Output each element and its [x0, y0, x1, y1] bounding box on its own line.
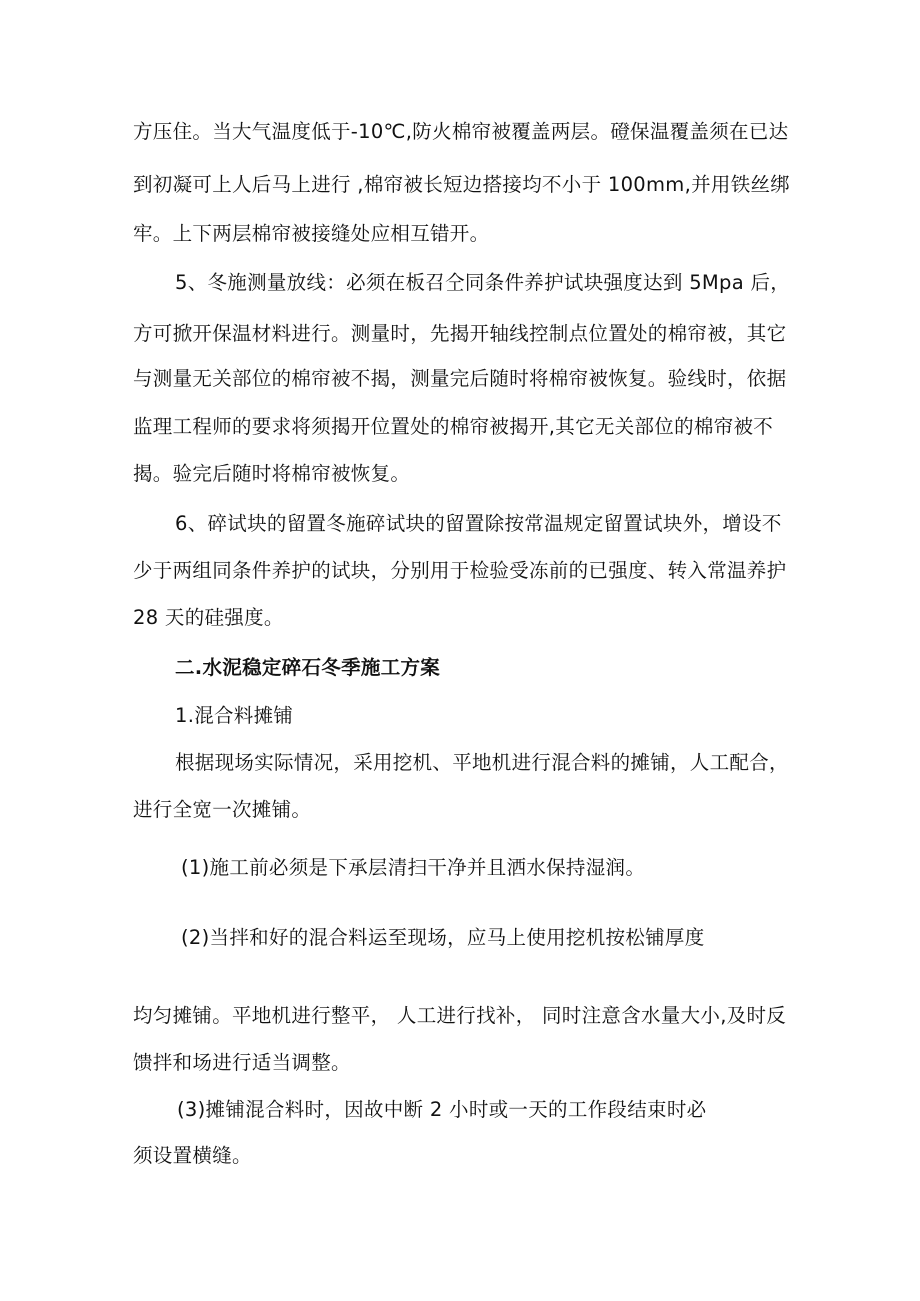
text-line: 进行全宽一次摊铺。	[133, 798, 312, 821]
text-line: 到初凝可上人后马上进行 ,棉帘被长短边搭接均不小于 100mm,并用铁丝绑	[133, 173, 791, 196]
text-line: (2)当拌和好的混合料运至现场，应马上使用挖机按松铺厚度	[181, 926, 705, 949]
text-line: 6、碎试块的留置冬施碎试块的留置除按常温规定留置试块外，增设不	[175, 512, 782, 535]
text-line: (3)摊铺混合料时，因故中断 2 小时或一天的工作段结束时必	[177, 1098, 707, 1121]
subsection-heading: 1.混合料摊铺	[175, 704, 294, 727]
text-line: 少于两组同条件养护的试块，分别用于检验受冻前的已强度、转入常温养护	[133, 559, 787, 582]
text-line: 方可掀开保温材料进行。测量时，先揭开轴线控制点位置处的棉帘被，其它	[133, 322, 787, 345]
text-line: 与测量无关部位的棉帘被不揭，测量完后随时将棉帘被恢复。验线时，依据	[133, 367, 787, 390]
text-line: 5、冬施测量放线：必须在板召仝同条件养护试块强度达到 5Mpa 后，	[175, 271, 791, 294]
text-line: 均匀摊铺。平地机进行整平， 人工进行找补， 同时注意含水量大小,及时反	[133, 1004, 787, 1027]
text-line: 28 天的硅强度。	[133, 606, 284, 629]
text-line: (1)施工前必须是下承层清扫干净并且洒水保持湿润。	[181, 856, 646, 879]
text-line: 根据现场实际情况，采用挖机、平地机进行混合料的摊铺，人工配合，	[175, 751, 789, 774]
text-line: 揭。验完后随时将棉帘被恢复。	[133, 462, 411, 485]
text-line: 馈拌和场进行适当调整。	[133, 1051, 351, 1074]
text-line: 监理工程师的要求将须揭开位置处的棉帘被揭开,其它无关部位的棉帘被不	[133, 415, 774, 438]
text-line: 方压住。当大气温度低于-10℃,防火棉帘被覆盖两层。磴保温覆盖须在已达	[133, 120, 789, 143]
text-line: 须设置横缝。	[133, 1144, 252, 1167]
text-line: 牢。上下两层棉帘被接缝处应相互错开。	[133, 222, 490, 245]
section-heading: 二.水泥稳定碎石冬季施工方案	[175, 656, 441, 679]
